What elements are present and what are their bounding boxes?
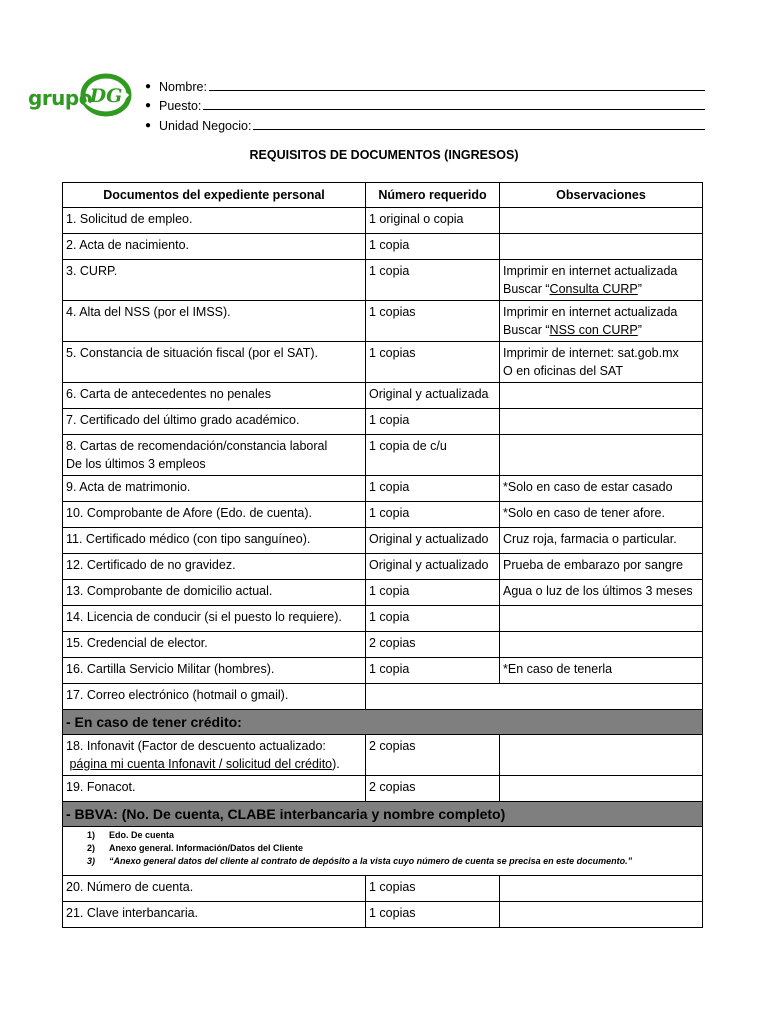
curp-link[interactable]: Consulta CURP — [549, 282, 638, 296]
obs-line: Imprimir en internet actualizada — [503, 305, 678, 319]
table-row — [63, 606, 703, 632]
note-number: 2) — [87, 843, 96, 853]
table-row — [63, 658, 703, 684]
doc-line: 18. Infonavit (Factor de descuento actualizado: — [66, 739, 326, 753]
fill-line[interactable] — [253, 129, 705, 130]
obs-line — [503, 321, 699, 339]
obs-text: ” — [637, 282, 642, 296]
doc-cell: 1. Solicitud de empleo. — [63, 208, 366, 234]
obs-text: ” — [637, 323, 642, 337]
doc-cell — [63, 435, 366, 476]
num-cell: 1 copia — [366, 606, 500, 632]
obs-line — [503, 280, 699, 298]
doc-cell: 10. Comprobante de Afore (Edo. de cuenta). — [63, 502, 366, 528]
doc-cell: 2. Acta de nacimiento. — [63, 234, 366, 260]
doc-cell: 3. CURP. — [63, 260, 366, 301]
employee-fields — [145, 74, 705, 133]
num-cell: 1 copia — [366, 234, 500, 260]
bullet-icon: ● — [145, 100, 152, 111]
header-documents: Documentos del expediente personal — [63, 183, 366, 208]
doc-cell: 5. Constancia de situación fiscal (por el SAT). — [63, 342, 366, 383]
field-unidad-negocio[interactable] — [145, 113, 705, 133]
doc-cell: 9. Acta de matrimonio. — [63, 476, 366, 502]
doc-cell: 15. Credencial de elector. — [63, 632, 366, 658]
note-number: 1) — [87, 830, 96, 840]
obs-text: Buscar “ — [503, 323, 550, 337]
obs-cell — [500, 735, 703, 776]
header-number: Número requerido — [366, 183, 500, 208]
field-label: Nombre: — [159, 79, 207, 94]
num-cell: 1 copias — [366, 876, 500, 902]
num-cell: Original y actualizado — [366, 554, 500, 580]
doc-line: De los últimos 3 empleos — [66, 457, 206, 471]
table-row — [63, 383, 703, 409]
table-row — [63, 554, 703, 580]
obs-cell: Cruz roja, farmacia o particular. — [500, 528, 703, 554]
num-cell: 1 original o copia — [366, 208, 500, 234]
table-row — [63, 409, 703, 435]
table-row — [63, 476, 703, 502]
num-cell: Original y actualizada — [366, 383, 500, 409]
table-row — [63, 632, 703, 658]
num-cell: 1 copia — [366, 502, 500, 528]
obs-line: Imprimir de internet: sat.gob.mx — [503, 346, 679, 360]
obs-cell — [500, 902, 703, 928]
doc-line: 8. Cartas de recomendación/constancia laboral — [66, 439, 328, 453]
obs-cell: *En caso de tenerla — [500, 658, 703, 684]
doc-cell: 19. Fonacot. — [63, 776, 366, 802]
obs-cell — [500, 632, 703, 658]
document-title: REQUISITOS DE DOCUMENTOS (INGRESOS) — [249, 148, 519, 162]
bullet-icon: ● — [145, 119, 152, 131]
note-item — [87, 829, 702, 842]
field-puesto[interactable] — [145, 94, 705, 114]
table-row — [63, 776, 703, 802]
num-cell: 1 copia — [366, 260, 500, 301]
obs-cell: *Solo en caso de tener afore. — [500, 502, 703, 528]
obs-cell — [500, 409, 703, 435]
doc-cell: 4. Alta del NSS (por el IMSS). — [63, 301, 366, 342]
note-text: “Anexo general datos del cliente al contrato de depósito a la vista cuyo número de cuenta se precisa en este documento.” — [109, 856, 633, 866]
section-credit-row — [63, 710, 703, 735]
field-label: Unidad Negocio: — [159, 118, 252, 133]
bbva-notes — [63, 827, 703, 876]
table-row — [63, 735, 703, 776]
obs-text: Buscar “ — [503, 282, 550, 296]
infonavit-link[interactable]: página mi cuenta Infonavit / solicitud del crédito — [69, 757, 333, 771]
table-row — [63, 876, 703, 902]
table-row — [63, 208, 703, 234]
requirements-table — [62, 182, 703, 928]
note-item — [87, 842, 702, 855]
obs-line: Imprimir en internet actualizada — [503, 264, 678, 278]
num-cell: 1 copias — [366, 301, 500, 342]
doc-cell: 7. Certificado del último grado académico. — [63, 409, 366, 435]
num-cell: 2 copias — [366, 632, 500, 658]
doc-cell: 13. Comprobante de domicilio actual. — [63, 580, 366, 606]
num-cell: 2 copias — [366, 735, 500, 776]
logo-mark-text: DG — [89, 85, 123, 107]
obs-cell — [500, 776, 703, 802]
table-row — [63, 502, 703, 528]
num-cell: 1 copia — [366, 658, 500, 684]
num-cell: 1 copias — [366, 342, 500, 383]
num-cell: 2 copias — [366, 776, 500, 802]
table-row — [63, 260, 703, 301]
company-logo — [28, 72, 132, 118]
table-row — [63, 234, 703, 260]
table-row — [63, 684, 703, 710]
logo-text: grupo — [28, 86, 92, 110]
doc-cell: 21. Clave interbancaria. — [63, 902, 366, 928]
obs-line: O en oficinas del SAT — [503, 364, 623, 378]
doc-cell: 11. Certificado médico (con tipo sanguíneo). — [63, 528, 366, 554]
obs-cell — [500, 876, 703, 902]
doc-cell — [63, 735, 366, 776]
doc-cell: 12. Certificado de no gravidez. — [63, 554, 366, 580]
table-row — [63, 435, 703, 476]
field-label: Puesto: — [159, 99, 202, 113]
fill-line[interactable] — [203, 109, 705, 110]
table-row — [63, 902, 703, 928]
doc-line — [66, 755, 362, 773]
field-nombre[interactable] — [145, 74, 705, 94]
obs-cell: Prueba de embarazo por sangre — [500, 554, 703, 580]
obs-cell — [500, 301, 703, 342]
obs-cell: Agua o luz de los últimos 3 meses — [500, 580, 703, 606]
obs-cell — [500, 606, 703, 632]
nss-link[interactable]: NSS con CURP — [549, 323, 638, 337]
doc-cell: 20. Número de cuenta. — [63, 876, 366, 902]
section-bbva-row — [63, 802, 703, 827]
doc-cell: 17. Correo electrónico (hotmail o gmail). — [63, 684, 366, 710]
obs-cell — [500, 260, 703, 301]
note-number: 3) — [87, 856, 96, 866]
section-heading: - En caso de tener crédito: — [63, 710, 703, 735]
num-cell: 1 copias — [366, 902, 500, 928]
num-cell: 1 copia — [366, 580, 500, 606]
obs-cell — [500, 383, 703, 409]
table-row — [63, 580, 703, 606]
num-cell: 1 copia — [366, 409, 500, 435]
fill-line[interactable] — [209, 90, 705, 91]
doc-cell: 14. Licencia de conducir (si el puesto lo requiere). — [63, 606, 366, 632]
doc-cell: 6. Carta de antecedentes no penales — [63, 383, 366, 409]
num-cell — [366, 684, 703, 710]
obs-cell: *Solo en caso de estar casado — [500, 476, 703, 502]
table-header-row — [63, 183, 703, 208]
bullet-icon: ● — [145, 80, 152, 92]
obs-cell — [500, 234, 703, 260]
table-row — [63, 342, 703, 383]
obs-cell — [500, 208, 703, 234]
doc-text: ). — [332, 757, 340, 771]
doc-cell: 16. Cartilla Servicio Militar (hombres). — [63, 658, 366, 684]
note-text: Edo. De cuenta — [109, 830, 175, 840]
dg-logo-mark-icon — [80, 72, 132, 118]
section-heading: - BBVA: (No. De cuenta, CLABE interbancaria y nombre completo) — [63, 802, 703, 827]
header-observations: Observaciones — [500, 183, 703, 208]
table-row — [63, 528, 703, 554]
note-item — [87, 855, 702, 868]
obs-cell — [500, 435, 703, 476]
obs-cell — [500, 342, 703, 383]
num-cell: 1 copia de c/u — [366, 435, 500, 476]
num-cell: 1 copia — [366, 476, 500, 502]
table-row — [63, 301, 703, 342]
bbva-notes-row — [63, 827, 703, 876]
num-cell: Original y actualizado — [366, 528, 500, 554]
note-text: Anexo general. Información/Datos del Cliente — [109, 843, 304, 853]
